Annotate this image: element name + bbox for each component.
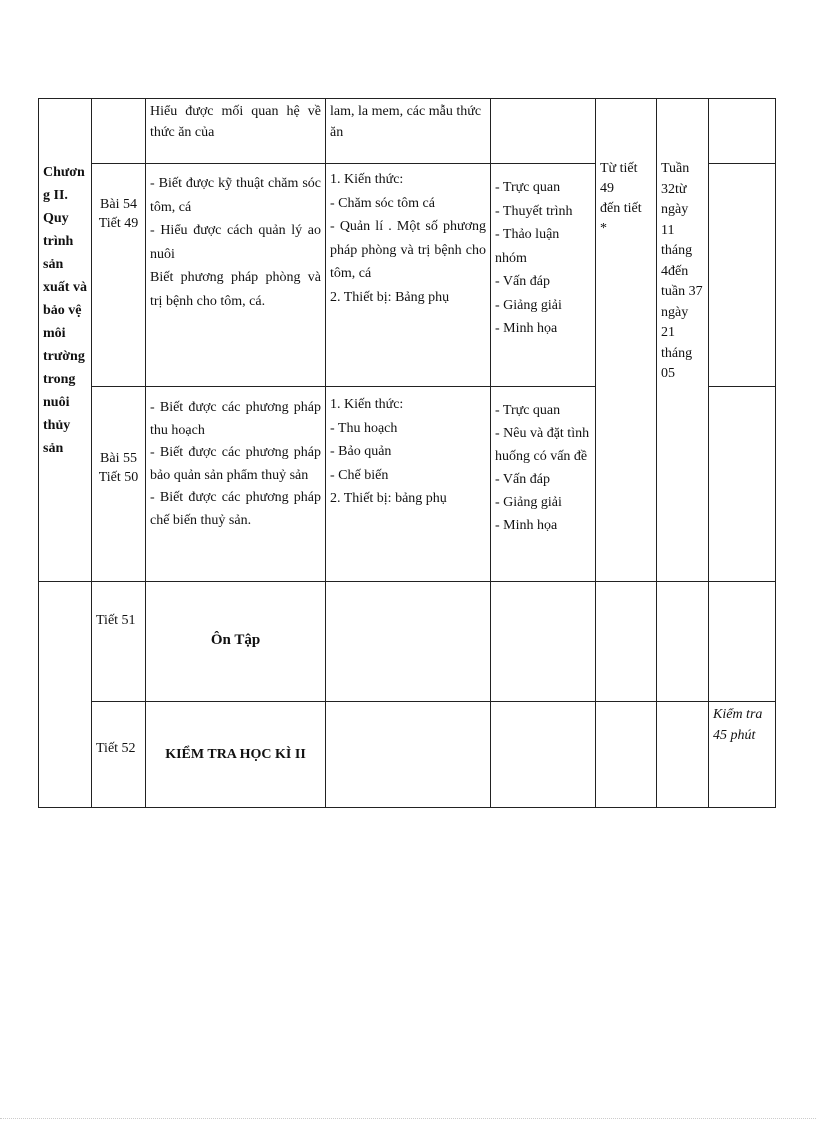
exam-note-cell: Kiểm tra 45 phút — [708, 701, 776, 808]
exam-lesson-cell: Tiết 52 — [91, 701, 146, 808]
lesson-55-methods: - Trực quan - Nêu và đặt tình huống có vấn đề - Vấn đáp - Giảng giải - Minh họa — [490, 386, 596, 582]
review-content-empty — [325, 581, 491, 702]
chapter-cell-empty — [38, 581, 92, 808]
chapter-cell — [38, 98, 92, 582]
period-range-cell-empty — [595, 581, 657, 702]
objective-cell: Hiểu được mối quan hệ về thức ăn của — [145, 98, 326, 164]
exam-content-empty — [325, 701, 491, 808]
note-cell-empty — [708, 98, 776, 164]
review-title-cell: Ôn Tập — [145, 581, 326, 702]
weeks-cell-empty — [656, 581, 709, 702]
weeks-text: Tuần 32từ ngày 11 tháng 4đến tuần 37 ngày 21 tháng 05 — [661, 161, 703, 381]
note-cell-empty — [708, 386, 776, 582]
lesson-54-content: 1. Kiến thức: - Chăm sóc tôm cá - Quản lí . Một số phương pháp phòng và trị bệnh cho tôm, cá 2. Thiết bị: Bảng phụ — [325, 163, 491, 387]
weeks-cell-empty — [656, 701, 709, 808]
review-lesson-cell: Tiết 51 — [91, 581, 146, 702]
lesson-54-cell: Bài 54 Tiết 49 — [91, 163, 146, 387]
page-bottom-divider — [0, 1118, 816, 1119]
lesson-54-methods: - Trực quan - Thuyết trình - Thảo luận nhóm - Vấn đáp - Giảng giải - Minh họa — [490, 163, 596, 387]
lesson-plan-table — [38, 98, 776, 808]
method-cell-empty — [490, 98, 596, 164]
period-range-cell — [595, 98, 657, 582]
exam-title-cell: KIỂM TRA HỌC KÌ II — [145, 701, 326, 808]
chapter-name: Chươn g II. Quy trình sản xuất và bảo vệ môi trường trong nuôi thủy sản — [43, 165, 87, 456]
weeks-cell — [656, 98, 709, 582]
review-method-empty — [490, 581, 596, 702]
content-cell: lam, la mem, các mẫu thức ăn — [325, 98, 491, 164]
note-cell-empty — [708, 163, 776, 387]
lesson-54-objectives: - Biết được kỹ thuật chăm sóc tôm, cá - Hiểu được cách quản lý ao nuôi Biết phương pháp phòng và trị bệnh cho tôm, cá. — [145, 163, 326, 387]
period-range-cell-empty — [595, 701, 657, 808]
lesson-55-content: 1. Kiến thức: - Thu hoạch - Bảo quản - Chế biến 2. Thiết bị: bảng phụ — [325, 386, 491, 582]
lesson-cell-empty — [91, 98, 146, 164]
lesson-55-objectives: - Biết được các phương pháp thu hoạch - Biết được các phương pháp bảo quản sản phẩm thuỷ sản - Biết được các phương pháp chế biến thuỷ sản. — [145, 386, 326, 582]
exam-method-empty — [490, 701, 596, 808]
period-range: Từ tiết 49 đến tiết * — [600, 161, 642, 236]
note-cell-empty — [708, 581, 776, 702]
lesson-55-cell: Bài 55 Tiết 50 — [91, 386, 146, 582]
